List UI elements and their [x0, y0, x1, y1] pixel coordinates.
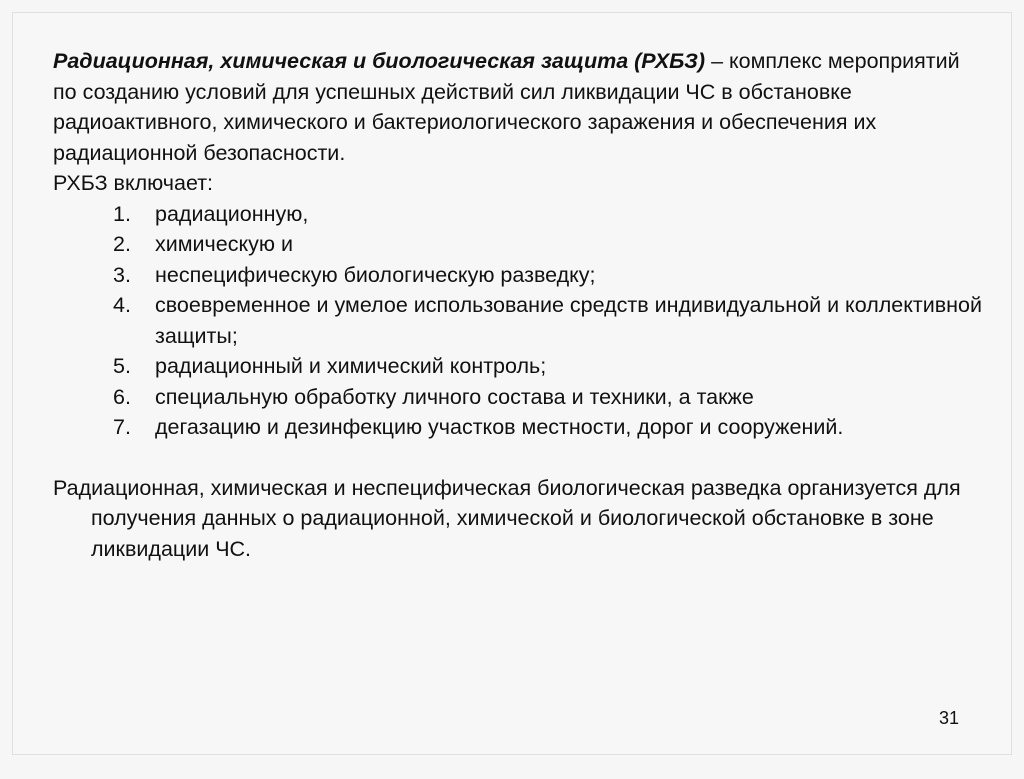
page-number: 31	[939, 708, 960, 728]
list-item-number: 2.	[113, 232, 131, 256]
measures-list	[53, 199, 983, 443]
includes-label: РХБЗ включает:	[53, 171, 214, 195]
list-item-number: 6.	[113, 384, 131, 409]
list-item	[113, 412, 983, 443]
list-item-number: 4.	[113, 293, 131, 317]
list-item	[113, 290, 983, 351]
list-item-number: 3.	[113, 262, 131, 287]
list-item	[113, 351, 983, 382]
reconnaissance-paragraph: Радиационная, химическая и неспецифическая биологическая разведка организуется для получения данных о радиационной, химической и биологической обстановке в зоне ликвидации ЧС.	[53, 475, 961, 561]
list-item-number: 5.	[113, 354, 131, 378]
list-item-text: специальную обработку личного состава и техники, а также	[155, 384, 754, 409]
list-item	[113, 229, 983, 260]
list-item-number: 7.	[113, 415, 131, 439]
list-item-text: своевременное и умелое использование средств индивидуальной и коллективной защиты;	[155, 293, 983, 348]
definition-paragraph	[53, 46, 983, 168]
definition-term: Радиационная, химическая и биологическая защита (РХБЗ)	[53, 49, 706, 73]
list-item-number: 1.	[113, 201, 131, 226]
list-item	[113, 260, 983, 291]
list-item	[113, 382, 983, 413]
list-item-text: дегазацию и дезинфекцию участков местности, дорог и сооружений.	[155, 415, 844, 439]
list-item-text: неспецифическую биологическую разведку;	[155, 262, 596, 287]
definition-text: – комплекс мероприятий по созданию условий для успешных действий сил ликвидации ЧС в обстановке радиоактивного, химического и бактериологического заражения и обеспечения их радиационной безопасности.	[53, 49, 960, 165]
list-item	[113, 199, 983, 230]
slide	[12, 12, 1012, 755]
slide-content	[53, 46, 983, 564]
list-item-text: радиационный и химический контроль;	[155, 354, 547, 378]
list-item-text: радиационную,	[155, 201, 309, 226]
list-item-text: химическую и	[155, 232, 293, 256]
